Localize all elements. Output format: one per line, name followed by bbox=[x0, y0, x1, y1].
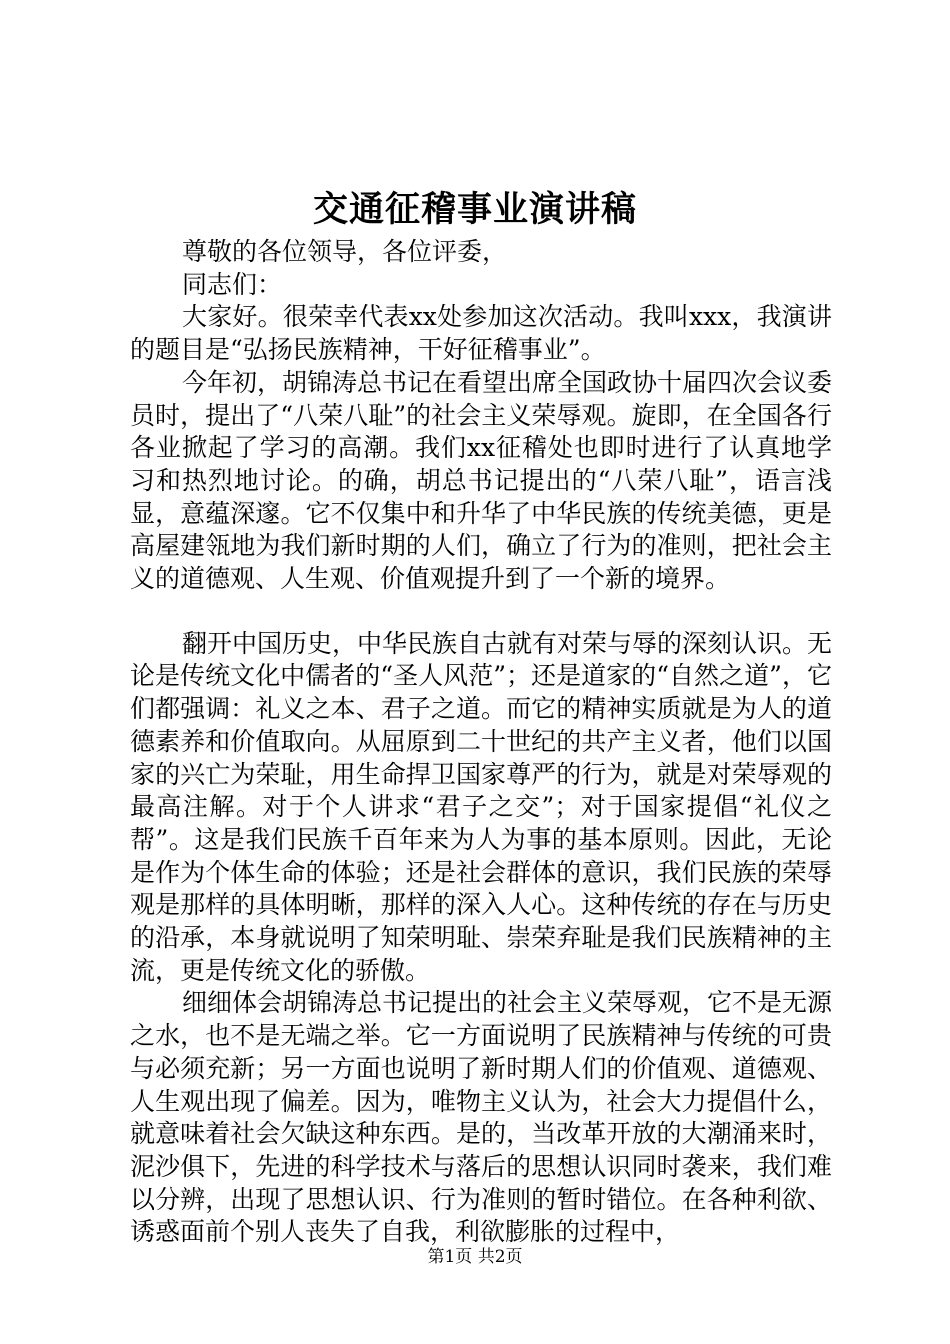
body-paragraph: 大家好。很荣幸代表xx处参加这次活动。我叫xxx，我演讲的题目是“弘扬民族精神，干好征稽事业”。 bbox=[130, 302, 832, 365]
paragraph-gap bbox=[130, 596, 832, 628]
body-paragraph: 翻开中国历史，中华民族自古就有对荣与辱的深刻认识。无论是传统文化中儒者的“圣人风范”；还是道家的“自然之道”，它们都强调：礼义之本、君子之道。而它的精神实质就是为人的道德素养和价值取向。从屈原到二十世纪的共产主义者，他们以国家的兴亡为荣耻，用生命捍卫国家尊严的行为，就是对荣辱观的最高注解。对于个人讲求“君子之交”；对于国家提倡“礼仪之帮”。这是我们民族千百年来为人为事的基本原则。因此，无论是作为个体生命的体验；还是社会群体的意识，我们民族的荣辱观是那样的具体明晰，那样的深入人心。这种传统的存在与历史的沿承，本身就说明了知荣明耻、崇荣弃耻是我们民族精神的主流，更是传统文化的骄傲。 bbox=[130, 628, 833, 985]
document-title: 交通征稽事业演讲稿 bbox=[312, 189, 637, 230]
body-paragraph: 今年初，胡锦涛总书记在看望出席全国政协十届四次会议委员时，提出了“八荣八耻”的社会主义荣辱观。旋即，在全国各行各业掀起了学习的高潮。我们xx征稽处也即时进行了认真地学习和热烈地讨论。的确，胡总书记提出的“八荣八耻”，语言浅显，意蕴深邃。它不仅集中和升华了中华民族的传统美德，更是高屋建瓴地为我们新时期的人们，确立了行为的准则，把社会主义的道德观、人生观、价值观提升到了一个新的境界。 bbox=[130, 367, 833, 594]
salutation-line: 同志们： bbox=[182, 269, 283, 299]
body-paragraph: 细细体会胡锦涛总书记提出的社会主义荣辱观，它不是无源之水，也不是无端之举。它一方面说明了民族精神与传统的可贵与必须充新；另一方面也说明了新时期人们的价值观、道德观、人生观出现了偏差。因为，唯物主义认为，社会大力提倡什么，就意味着社会欠缺这种东西。是的，当改革开放的大潮涌来时，泥沙俱下，先进的科学技术与落后的思想认识同时袭来，我们难以分辨，出现了思想认识、行为准则的暂时错位。在各种利欲、诱惑面前个别人丧失了自我，利欲膨胀的过程中， bbox=[130, 988, 833, 1247]
document-body bbox=[130, 236, 832, 1249]
page-footer: 第1页 共2页 bbox=[427, 1247, 523, 1267]
salutation-line: 尊敬的各位领导，各位评委， bbox=[182, 237, 508, 266]
